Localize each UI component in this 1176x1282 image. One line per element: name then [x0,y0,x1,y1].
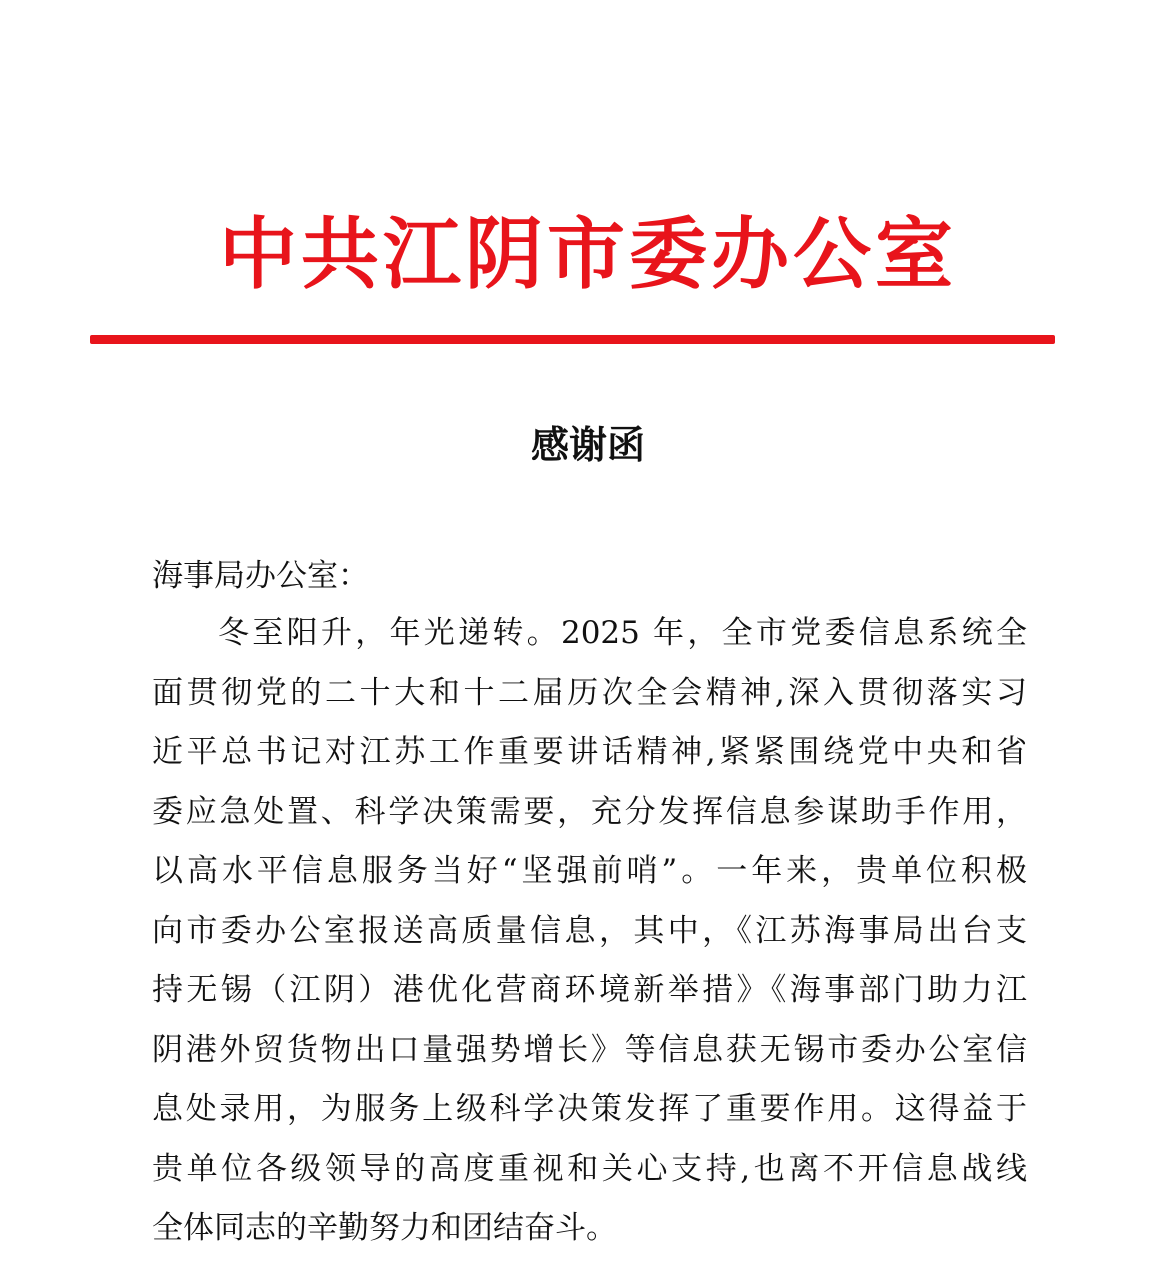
body-line: 委应急处置、科学决策需要，充分发挥信息参谋助手作用， [152,793,1027,830]
body-line: 以高水平信息服务当好“坚强前哨”。一年来，贵单位积极 [152,853,1027,889]
salutation: 海事局办公室： [152,558,369,594]
body-line: 息处录用，为服务上级科学决策发挥了重要作用。这得益于 [152,1091,1027,1127]
body-line: 全体同志的辛勤努力和团结奋斗。 [152,1210,617,1246]
body-line: 面贯彻党的二十大和十二届历次全会精神,深入贯彻落实习 [152,674,1027,711]
body-line: 阴港外贸货物出口量强势增长》等信息获无锡市委办公室信 [152,1031,1027,1068]
body-line: 持无锡（江阴）港优化营商环境新举措》《海事部门助力江 [152,972,1027,1008]
letterhead-red-rule [90,335,1055,344]
body-paragraph [152,604,1027,1259]
letterhead-organization: 中共江阴市委办公室 [218,210,957,300]
body-line: 向市委办公室报送高质量信息，其中，《江苏海事局出台支 [152,912,1027,949]
body-line: 贵单位各级领导的高度重视和关心支持,也离不开信息战线 [152,1150,1027,1187]
body-line: 近平总书记对江苏工作重要讲话精神,紧紧围绕党中央和省 [152,734,1027,770]
body-line: 冬至阳升，年光递转。2025 年，全市党委信息系统全 [218,615,1027,651]
document-title: 感谢函 [530,423,645,467]
